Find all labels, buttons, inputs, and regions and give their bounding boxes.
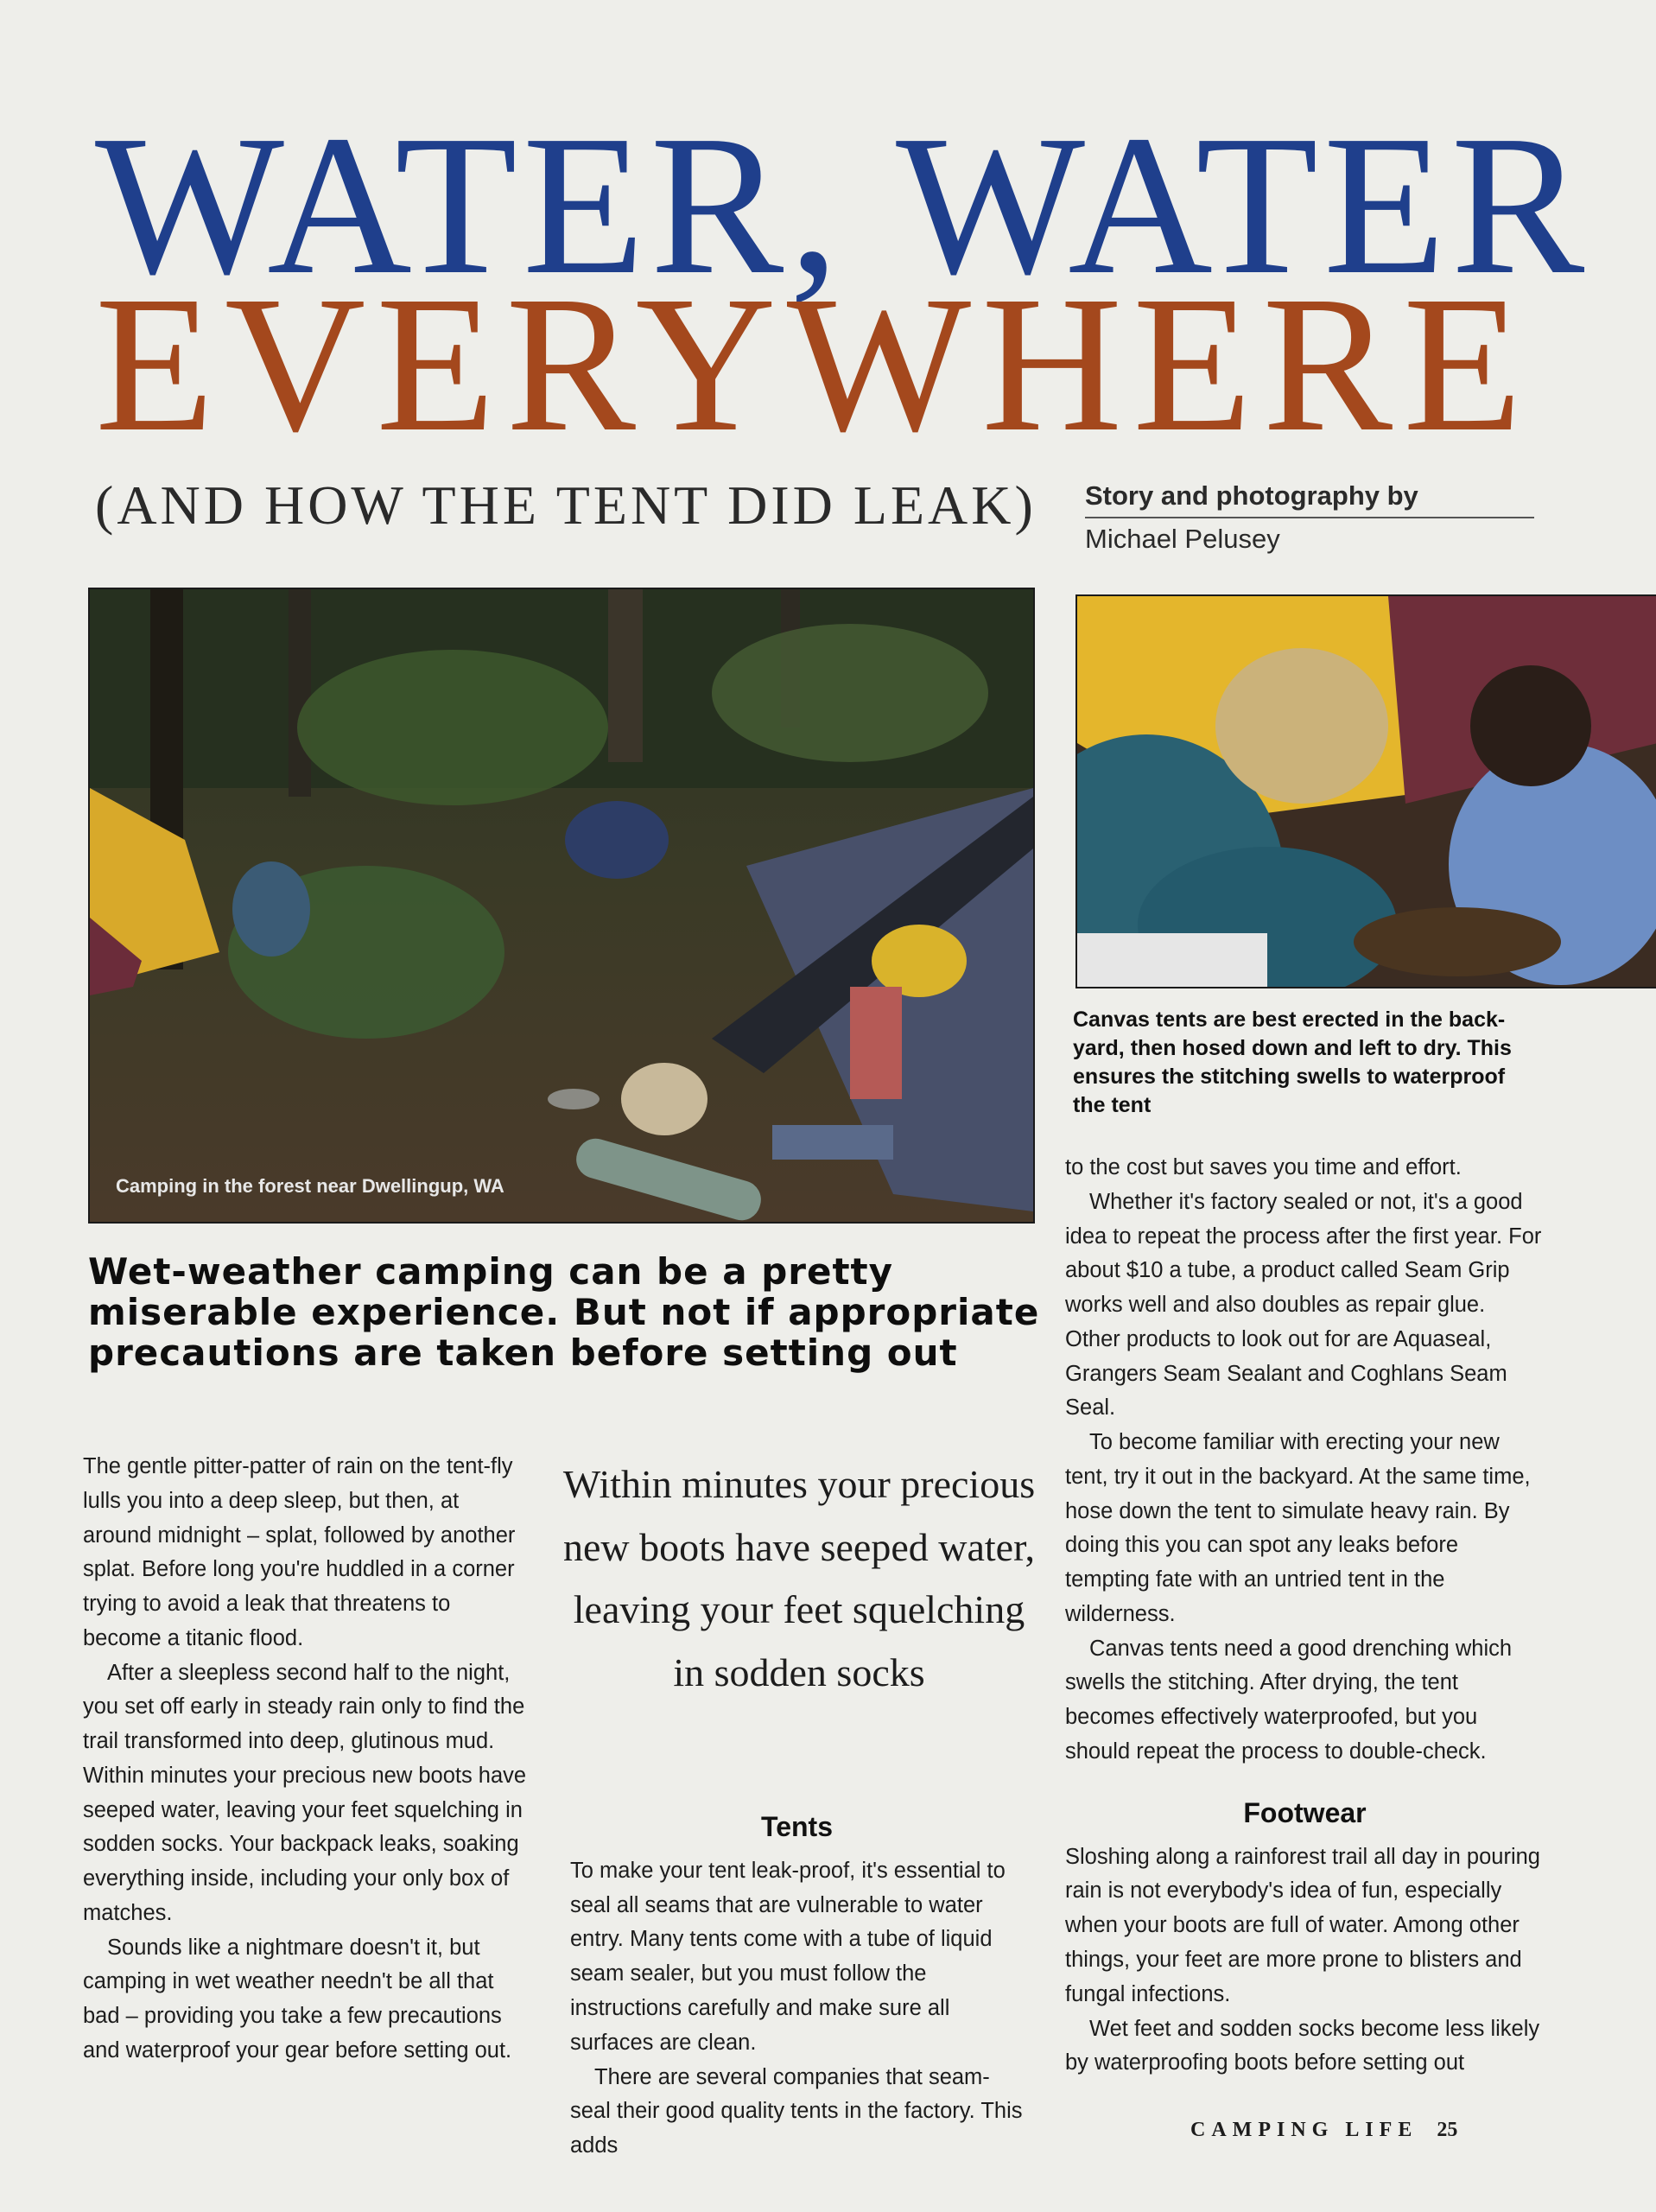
body-paragraph: After a sleepless second half to the night, you set off early in steady rain only to find the trail transformed into deep, glutinous mud. Within minutes your precious new boots have seeped water, leaving your feet squelching in sodden socks. Your backpack leaks, soaking everything inside, including your only box of matches. bbox=[83, 1660, 527, 1925]
tents-section bbox=[570, 1806, 1024, 2164]
byline-label: Story and photography by bbox=[1085, 480, 1534, 518]
body-paragraph: Canvas tents need a good drenching which swells the stitching. After drying, the tent becomes effectively waterproofed, but you should repeat the process to double-check. bbox=[1065, 1636, 1513, 1764]
body-paragraph: Sounds like a nightmare doesn't it, but camping in wet weather needn't be all that bad – providing you take a few precautions and waterproof your gear before setting out. bbox=[83, 1935, 512, 2063]
subheadline: (AND HOW THE TENT DID LEAK) bbox=[95, 474, 1037, 536]
main-photo-caption: Camping in the forest near Dwellingup, WA bbox=[116, 1175, 504, 1197]
body-paragraph: The gentle pitter-patter of rain on the tent-fly lulls you into a deep sleep, but then, at around midnight – splat, followed by another splat. Before long you're huddled in a corner trying to avoid a leak that threatens to become a titanic flood. bbox=[83, 1454, 516, 1650]
body-paragraph: There are several companies that seam-seal their good quality tents in the factory. This adds bbox=[570, 2064, 1023, 2158]
body-paragraph: Wet feet and sodden socks become less likely by waterproofing boots before setting out bbox=[1065, 2016, 1540, 2075]
footwear-heading: Footwear bbox=[1243, 1796, 1367, 1828]
pull-quote: Within minutes your precious new boots have seeped water, leaving your feet squelching in sodden socks bbox=[562, 1462, 1036, 1695]
body-paragraph: Whether it's factory sealed or not, it's a good idea to repeat the process after the first year. For about $10 a tube, a product called Seam Grip works well and also doubles as repair glue. Other products to look out for are Aquaseal, Grangers Seam Sealant and Coghlans Seam Seal. bbox=[1065, 1189, 1542, 1421]
headline-line-2: EVERYWHERE bbox=[95, 256, 1533, 472]
side-photo-caption: Canvas tents are best erected in the back-yard, then hosed down and left to dry. This ensures the stitching swells to waterproof the tent bbox=[1073, 1007, 1512, 1117]
headline-line-1: WATER, WATER bbox=[95, 94, 1590, 316]
tents-heading: Tents bbox=[761, 1811, 833, 1842]
body-paragraph: To make your tent leak-proof, it's essential to seal all seams that are vulnerable to water entry. Many tents come with a tube of liquid seam sealer, but you must follow the instructions carefully and make sure all surfaces are clean. bbox=[570, 1858, 1006, 2055]
standfirst: Wet-weather camping can be a pretty miserable experience. But not if appropriate precautions are taken before setting out bbox=[88, 1250, 1040, 1375]
left-column bbox=[83, 1450, 532, 2069]
body-paragraph: Sloshing along a rainforest trail all day in pouring rain is not everybody's idea of fun, especially when your boots are full of water. Among other things, your feet are more prone to blisters and fungal infections. bbox=[1065, 1844, 1540, 2006]
byline bbox=[1085, 480, 1534, 555]
forest-campsite-photo bbox=[88, 588, 1035, 1224]
magazine-name: CAMPING LIFE bbox=[1190, 2119, 1418, 2141]
page-footer bbox=[1190, 2119, 1457, 2142]
tent-pitching-photo bbox=[1075, 594, 1656, 988]
byline-author: Michael Pelusey bbox=[1085, 524, 1280, 554]
right-column bbox=[1065, 1151, 1545, 2081]
body-paragraph: To become familiar with erecting your new tent, try it out in the backyard. At the same time, hose down the tent to simulate heavy rain. By doing this you can spot any leaks before tempting fate with an untried tent in the wilderness. bbox=[1065, 1430, 1531, 1626]
tent-pitching-illustration bbox=[1077, 596, 1656, 987]
page-number: 25 bbox=[1437, 2119, 1458, 2141]
forest-campsite-illustration bbox=[90, 589, 1033, 1222]
body-paragraph: to the cost but saves you time and effort. bbox=[1065, 1155, 1462, 1179]
